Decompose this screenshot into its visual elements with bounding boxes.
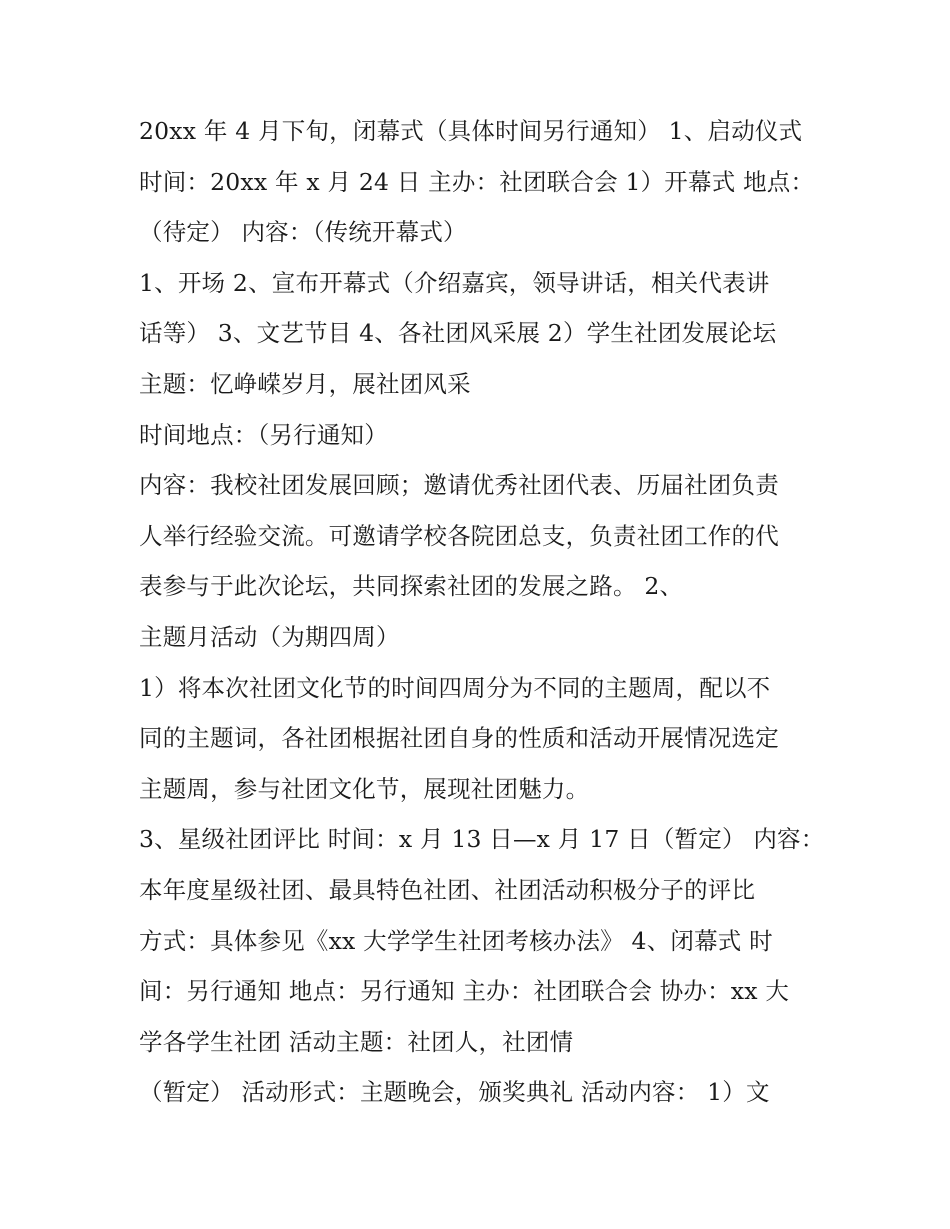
document-body — [139, 106, 829, 1118]
text-line-1: 20xx 年 4 月下旬，闭幕式（具体时间另行通知） 1、启动仪式 — [139, 117, 803, 145]
text-line-7: 时间地点：（另行通知） — [139, 420, 388, 449]
text-line-18: 间：另行通知 地点：另行通知 主办：社团联合会 协办：xx 大 — [139, 977, 790, 1006]
text-line-16: 本年度星级社团、最具特色社团、社团活动积极分子的评比 — [139, 875, 756, 904]
text-line-9: 人举行经验交流。可邀请学校各院团总支，负责社团工作的代 — [139, 521, 779, 550]
text-line-12: 1）将本次社团文化节的时间四周分为不同的主题周，配以不 — [139, 673, 771, 702]
text-line-11: 主题月活动（为期四周） — [139, 622, 400, 651]
text-line-3: （待定） 内容：（传统开幕式） — [139, 218, 467, 247]
text-line-4: 1、开场 2、宣布开幕式（介绍嘉宾，领导讲话，相关代表讲 — [139, 268, 770, 297]
text-line-20: （暂定） 活动形式：主题晚会，颁奖典礼 活动内容： 1）文 — [139, 1078, 770, 1107]
text-line-5: 话等） 3、文艺节目 4、各社团风采展 2）学生社团发展论坛 — [139, 319, 777, 348]
text-line-8: 内容：我校社团发展回顾；邀请优秀社团代表、历届社团负责 — [139, 471, 779, 500]
text-line-13: 同的主题词，各社团根据社团自身的性质和活动开展情况选定 — [139, 724, 779, 753]
text-line-2: 时间：20xx 年 x 月 24 日 主办：社团联合会 1）开幕式 地点： — [139, 167, 815, 196]
text-line-15: 3、星级社团评比 时间：x 月 13 日—x 月 17 日（暂定） 内容： — [139, 825, 825, 854]
text-line-6: 主题：忆峥嵘岁月，展社团风采 — [139, 369, 471, 398]
text-line-19: 学各学生社团 活动主题：社团人，社团情 — [139, 1027, 574, 1056]
text-line-17: 方式：具体参见《xx 大学学生社团考核办法》 4、闭幕式 时 — [139, 926, 773, 955]
text-line-14: 主题周，参与社团文化节，展现社团魅力。 — [139, 774, 590, 803]
text-line-10: 表参与于此次论坛，共同探索社团的发展之路。 2、 — [139, 572, 684, 601]
